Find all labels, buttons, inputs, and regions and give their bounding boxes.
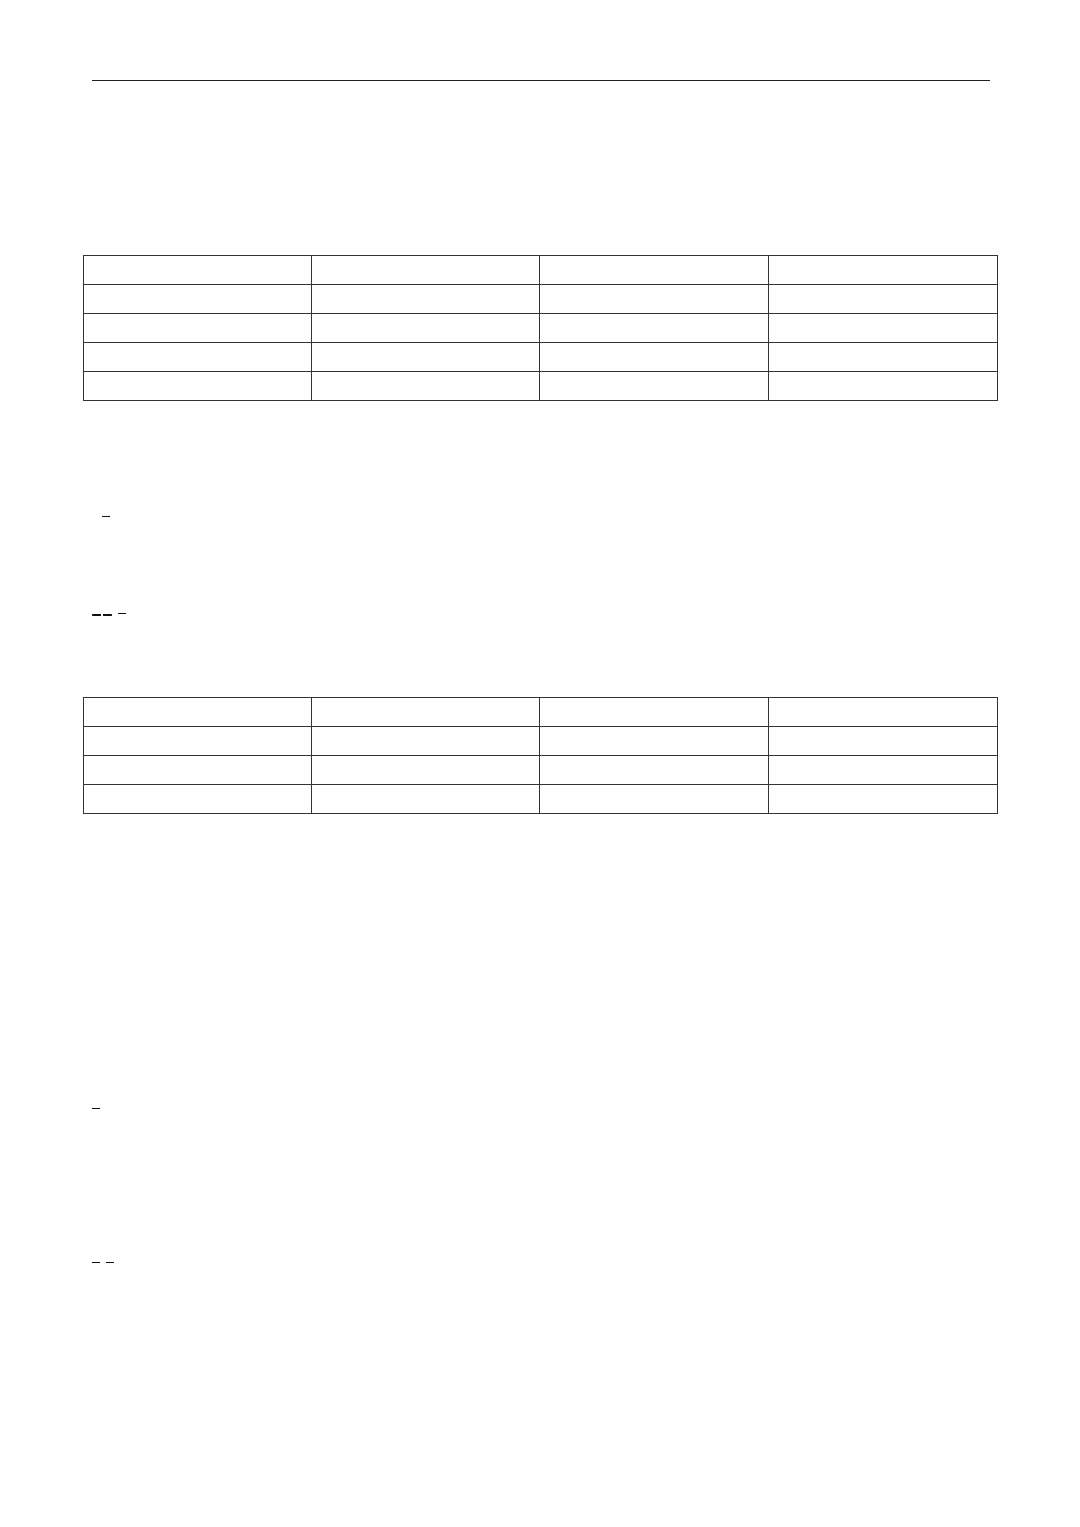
table-header-cell (769, 256, 998, 285)
value-cell (540, 756, 769, 785)
table-header-row (84, 698, 998, 727)
fraction-20-70 (92, 1262, 100, 1263)
numerator (92, 1108, 100, 1109)
value-cell (540, 727, 769, 756)
value-cell (540, 285, 769, 314)
row-label-cell (84, 372, 312, 401)
value-cell (769, 756, 998, 785)
numerator (106, 1262, 114, 1263)
reference-formula (92, 502, 110, 530)
table-header-cell (84, 698, 312, 727)
row-label-cell (84, 756, 312, 785)
row-label-cell (84, 727, 312, 756)
value-cell (312, 756, 540, 785)
table-row (84, 727, 998, 756)
table-row (84, 372, 998, 401)
value-cell (540, 785, 769, 814)
value-cell (769, 372, 998, 401)
table-row (84, 314, 998, 343)
value-cell (769, 285, 998, 314)
value-cell (769, 785, 998, 814)
row-label-cell (84, 785, 312, 814)
chi-square-calc (92, 1096, 100, 1120)
numerator (92, 1262, 100, 1263)
value-cell (769, 343, 998, 372)
stratified-sampling (92, 1251, 114, 1273)
value-cell (540, 343, 769, 372)
reference-data (92, 572, 100, 592)
table-header-cell (312, 256, 540, 285)
value-cell (769, 727, 998, 756)
row-label-cell (84, 314, 312, 343)
numerator (118, 613, 126, 614)
numerator (102, 516, 110, 517)
value-cell (312, 785, 540, 814)
value-cell (540, 314, 769, 343)
contingency-table-incomplete (83, 255, 998, 401)
table-header-cell (769, 698, 998, 727)
answer-line (92, 603, 126, 623)
chi-square-fraction (92, 1108, 100, 1109)
value-cell (312, 314, 540, 343)
table-row (84, 756, 998, 785)
value-cell (312, 285, 540, 314)
fraction-50-70 (106, 1262, 114, 1263)
table-header-row (84, 256, 998, 285)
row-label-cell (84, 343, 312, 372)
table-row (84, 343, 998, 372)
expectation-fraction (118, 613, 126, 614)
value-cell (312, 372, 540, 401)
table-header-cell (84, 256, 312, 285)
value-cell (312, 343, 540, 372)
value-cell (769, 314, 998, 343)
value-cell (540, 372, 769, 401)
table-row (84, 785, 998, 814)
table-header-cell (540, 698, 769, 727)
contingency-table-answer (83, 697, 998, 814)
table-header-cell (312, 698, 540, 727)
table-header-cell (540, 256, 769, 285)
table-row (84, 285, 998, 314)
header-rule (92, 80, 990, 81)
row-label-cell (84, 285, 312, 314)
value-cell (312, 727, 540, 756)
chi-square-formula (102, 516, 110, 517)
